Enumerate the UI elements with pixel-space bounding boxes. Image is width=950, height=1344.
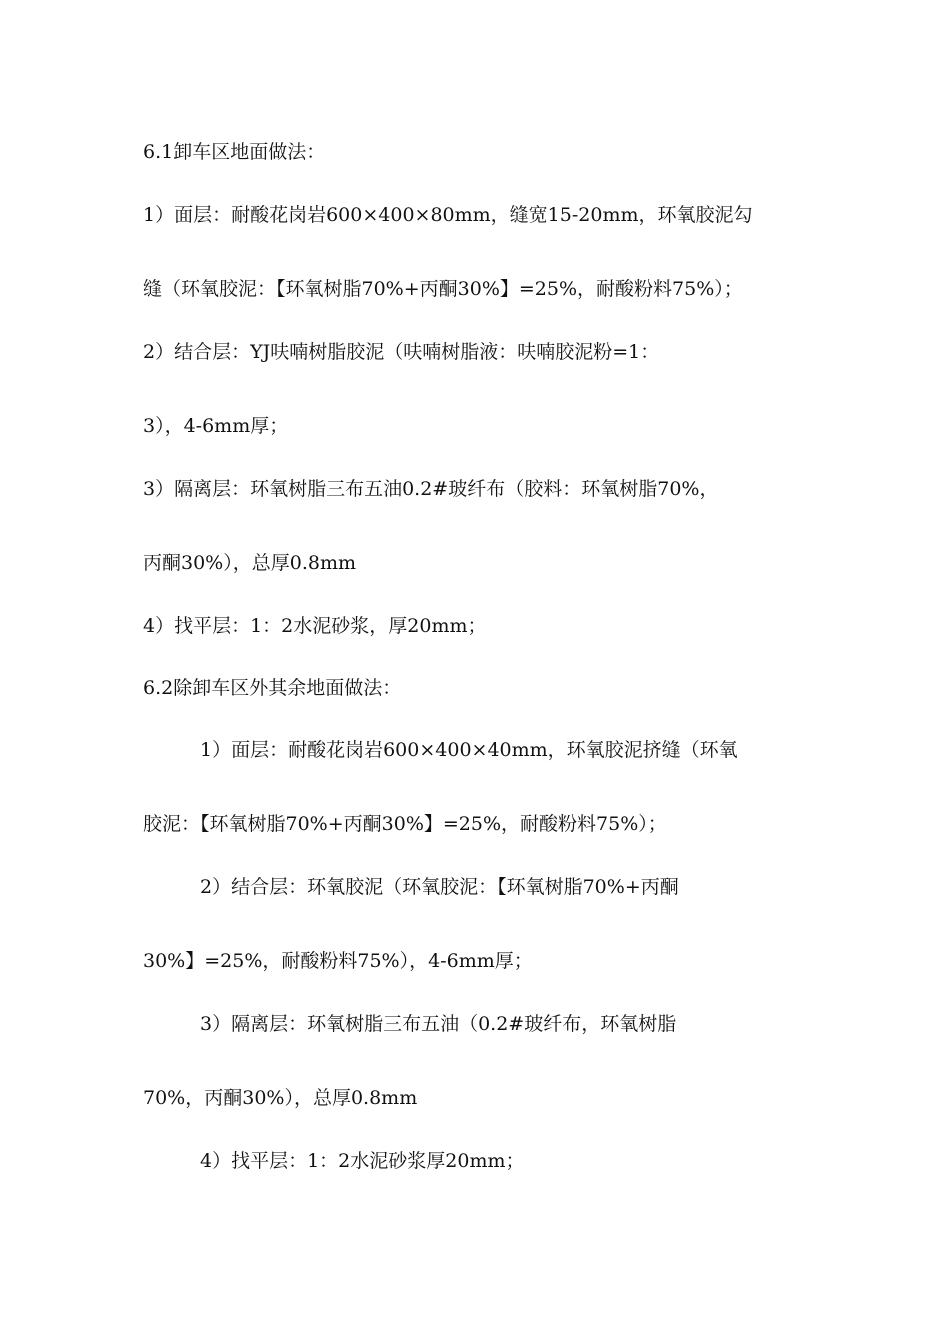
section-heading-6-2: 6.2除卸车区外其余地面做法： bbox=[143, 677, 402, 699]
paragraph-line: 1）面层：耐酸花岗岩600×400×40mm，环氧胶泥挤缝（环氧 bbox=[200, 739, 738, 761]
paragraph-line: 4）找平层：1：2水泥砂浆厚20mm； bbox=[200, 1150, 525, 1172]
section-heading-6-1: 6.1卸车区地面做法： bbox=[143, 141, 326, 163]
paragraph-line: 1）面层：耐酸花岗岩600×400×80mm，缝宽15-20mm，环氧胶泥勾 bbox=[143, 204, 753, 226]
paragraph-line: 3），4-6mm厚； bbox=[143, 415, 289, 437]
paragraph-line: 3）隔离层：环氧树脂三布五油0.2#玻纤布（胶料：环氧树脂70%， bbox=[143, 478, 719, 500]
paragraph-line: 2）结合层：YJ呋喃树脂胶泥（呋喃树脂液：呋喃胶泥粉=1： bbox=[143, 341, 660, 363]
paragraph-line: 3）隔离层：环氧树脂三布五油（0.2#玻纤布，环氧树脂 bbox=[200, 1013, 677, 1035]
paragraph-line: 2）结合层：环氧胶泥（环氧胶泥：【环氧树脂70%+丙酮 bbox=[200, 876, 679, 898]
paragraph-line: 30%】=25%，耐酸粉料75%），4-6mm厚； bbox=[143, 950, 533, 972]
paragraph-line: 胶泥：【环氧树脂70%+丙酮30%】=25%，耐酸粉料75%）； bbox=[143, 813, 667, 835]
paragraph-line: 70%，丙酮30%），总厚0.8mm bbox=[143, 1087, 418, 1109]
paragraph-line: 缝（环氧胶泥：【环氧树脂70%+丙酮30%】=25%，耐酸粉料75%）； bbox=[143, 278, 743, 300]
paragraph-line: 丙酮30%），总厚0.8mm bbox=[143, 552, 356, 574]
paragraph-line: 4）找平层：1：2水泥砂浆，厚20mm； bbox=[143, 615, 487, 637]
